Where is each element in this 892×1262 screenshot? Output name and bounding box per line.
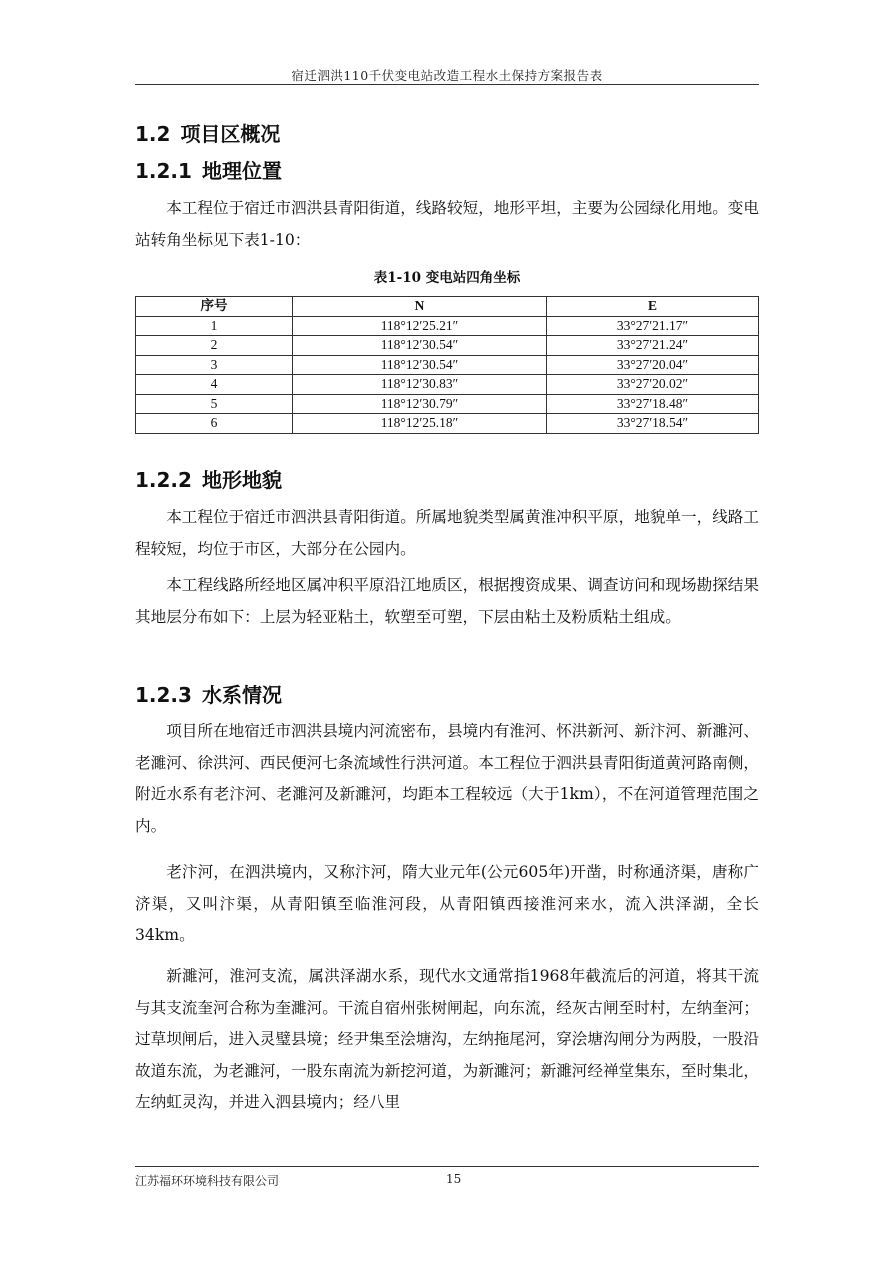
- cell-e: 33°27′21.24″: [547, 336, 759, 356]
- table-row: [136, 355, 759, 375]
- cell-e: 33°27′18.54″: [547, 414, 759, 434]
- section-number: 1.2: [135, 122, 171, 146]
- cell-index: 4: [136, 375, 293, 395]
- paragraph-landform: 本工程位于宿迁市泗洪县青阳街道。所属地貌类型属黄淮冲积平原，地貌单一，线路工程较短，均位于市区，大部分在公园内。: [135, 508, 759, 558]
- cell-n: 118°12′30.79″: [293, 394, 547, 414]
- column-header-index: 序号: [136, 297, 293, 317]
- cell-index: 2: [136, 336, 293, 356]
- table-row: [136, 336, 759, 356]
- table-row: [136, 414, 759, 434]
- cell-index: 1: [136, 316, 293, 336]
- cell-n: 118°12′25.21″: [293, 316, 547, 336]
- cell-index: 3: [136, 355, 293, 375]
- paragraph-lao-bian-river: 老汴河，在泗洪境内，又称汴河，隋大业元年(公元605年)开凿，时称通济渠，唐称广济渠，又叫汴渠，从青阳镇至临淮河段，从青阳镇西接淮河来水，流入洪泽湖，全长34km。: [135, 863, 759, 944]
- cell-e: 33°27′18.48″: [547, 394, 759, 414]
- footer-rule: [135, 1166, 759, 1167]
- section-number: 1.2.3: [135, 683, 192, 707]
- section-title: 项目区概况: [180, 122, 281, 146]
- table-row: [136, 375, 759, 395]
- cell-e: 33°27′20.04″: [547, 355, 759, 375]
- table-row: [136, 316, 759, 336]
- paragraph-xin-sui-river: 新濉河，淮河支流，属洪泽湖水系，现代水文通常指1968年截流后的河道，将其干流与其支流奎河合称为奎濉河。干流自宿州张树闸起，向东流，经灰古闸至时村，左纳奎河；过草坝闸后，进入灵璧县境；经尹集至浍塘沟，左纳拖尾河，穿浍塘沟闸分为两股，一股沿故道东流，为老濉河，一股东南流为新挖河道，为新濉河；新濉河经禅堂集东，至时集北，左纳虹灵沟，并进入泗县境内；经八里: [135, 967, 759, 1111]
- paragraph-water-system: 项目所在地宿迁市泗洪县境内河流密布，县境内有淮河、怀洪新河、新汴河、新濉河、老濉河、徐洪河、西民便河七条流域性行洪河道。本工程位于泗洪县青阳街道黄河路南侧，附近水系有老汴河、老濉河及新濉河，均距本工程较远（大于1km），不在河道管理范围之内。: [135, 722, 759, 835]
- cell-e: 33°27′21.17″: [547, 316, 759, 336]
- paragraph-location: 本工程位于宿迁市泗洪县青阳街道，线路较短，地形平坦，主要为公园绿化用地。变电站转角坐标见下表1-10：: [135, 199, 759, 249]
- coordinates-table: [135, 296, 759, 434]
- section-heading-1-2-2: [135, 464, 282, 493]
- section-title: 水系情况: [201, 683, 282, 707]
- cell-e: 33°27′20.02″: [547, 375, 759, 395]
- table-header-row: [136, 297, 759, 317]
- header-rule: [135, 84, 759, 85]
- footer-company: 江苏福环环境科技有限公司: [135, 1174, 280, 1188]
- table-row: [136, 394, 759, 414]
- section-number: 1.2.1: [135, 159, 192, 183]
- table-caption: 表1-10 变电站四角坐标: [373, 270, 521, 286]
- section-title: 地形地貌: [201, 468, 282, 492]
- cell-n: 118°12′25.18″: [293, 414, 547, 434]
- column-header-e: E: [547, 297, 759, 317]
- section-heading-1-2-3: [135, 679, 282, 708]
- running-header: 宿迁泗洪110千伏变电站改造工程水土保持方案报告表: [291, 68, 603, 83]
- section-heading-1-2-1: [135, 155, 282, 184]
- page-number: 15: [446, 1172, 462, 1186]
- paragraph-geology: 本工程线路所经地区属冲积平原沿江地质区，根据搜资成果、调查访问和现场勘探结果其地层分布如下：上层为轻亚粘土，软塑至可塑，下层由粘土及粉质粘土组成。: [135, 576, 759, 626]
- cell-n: 118°12′30.83″: [293, 375, 547, 395]
- cell-index: 5: [136, 394, 293, 414]
- cell-index: 6: [136, 414, 293, 434]
- cell-n: 118°12′30.54″: [293, 355, 547, 375]
- section-title: 地理位置: [201, 159, 282, 183]
- column-header-n: N: [293, 297, 547, 317]
- section-heading-1-2: [135, 118, 280, 147]
- section-number: 1.2.2: [135, 468, 192, 492]
- cell-n: 118°12′30.54″: [293, 336, 547, 356]
